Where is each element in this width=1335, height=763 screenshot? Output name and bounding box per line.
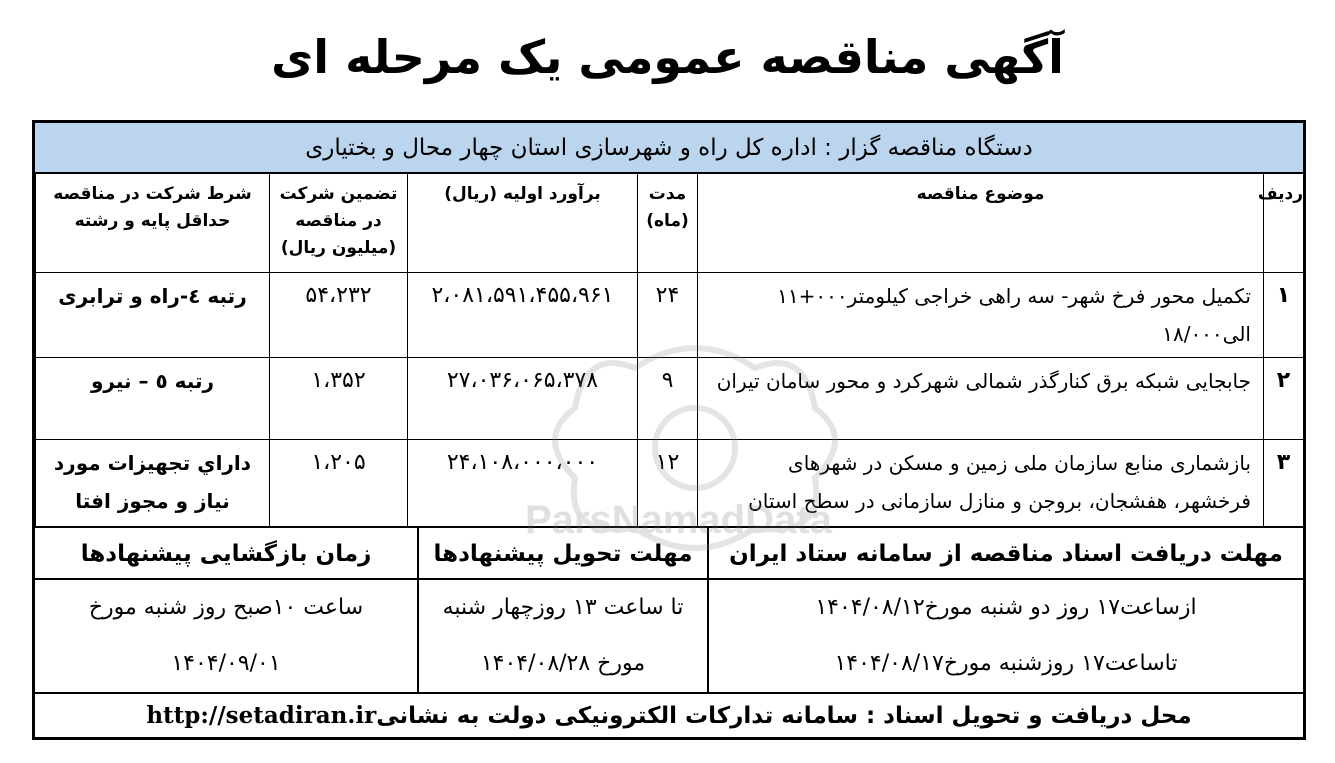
table-row [36, 358, 1304, 440]
row-duration: ۹ [638, 358, 698, 440]
header-duration: مدت (ماه) [638, 173, 698, 273]
table-row [36, 440, 1304, 528]
header-estimate: برآورد اولیه (ریال) [408, 173, 638, 273]
download-deadline-from: ازساعت۱۷ روز دو شنبه مورخ۱۴۰۴/۰۸/۱۲ [815, 595, 1197, 620]
row-subject: جابجایی شبکه برق کنارگذر شمالی شهرکرد و محور سامان تیران [698, 358, 1264, 440]
tender-sheet [32, 120, 1306, 740]
tender-table [35, 172, 1304, 528]
row-estimate: ۲۷،۰۳۶،۰۶۵،۳۷۸ [408, 358, 638, 440]
delivery-deadline-date: مورخ ۱۴۰۴/۰۸/۲۸ [480, 651, 646, 676]
row-duration: ۱۲ [638, 440, 698, 528]
delivery-deadline-time: تا ساعت ۱۳ روزچهار شنبه [442, 595, 684, 620]
header-condition: شرط شرکت در مناقصه حداقل پایه و رشته [36, 173, 270, 273]
row-guarantee: ۱،۳۵۲ [270, 358, 408, 440]
row-number: ۲ [1264, 358, 1304, 440]
delivery-deadline-body [419, 580, 707, 692]
page-title: آگهی مناقصه عمومی یک مرحله ای [271, 30, 1064, 84]
row-number: ۱ [1264, 273, 1304, 358]
opening-time-hour: ساعت ۱۰صبح روز شنبه مورخ [88, 595, 364, 620]
row-estimate: ۲،۰۸۱،۵۹۱،۴۵۵،۹۶۱ [408, 273, 638, 358]
download-deadline-body [709, 580, 1303, 692]
row-estimate: ۲۴،۱۰۸،۰۰۰،۰۰۰ [408, 440, 638, 528]
delivery-deadline-title: مهلت تحویل پیشنهادها [419, 528, 707, 580]
header-subject: موضوع مناقصه [698, 173, 1264, 273]
setadiran-link[interactable]: http://setadiran.ir [146, 702, 377, 729]
download-deadline-to: تاساعت۱۷ روزشنبه مورخ۱۴۰۴/۰۸/۱۷ [834, 651, 1178, 676]
opening-time-title: زمان بازگشایی پیشنهادها [35, 528, 417, 580]
opening-time-date: ۱۴۰۴/۰۹/۰۱ [171, 651, 281, 676]
table-header-row [36, 173, 1304, 273]
table-row [36, 273, 1304, 358]
row-number: ۳ [1264, 440, 1304, 528]
opening-time-body [35, 580, 417, 692]
header-guarantee: تضمین شرکت در مناقصه (میلیون ریال) [270, 173, 408, 273]
watermark-text: ParsNamadData [525, 498, 832, 542]
download-deadline-title: مهلت دریافت اسناد مناقصه از سامانه ستاد ایران [709, 528, 1303, 580]
header-row-number: ردیف [1264, 173, 1304, 273]
footer-label: محل دریافت و تحویل اسناد : سامانه تدارکات الکترونیکی دولت به نشانی [376, 703, 1192, 729]
row-guarantee: ۱،۲۰۵ [270, 440, 408, 528]
row-condition: داراي تجهیزات مورد نیاز و مجوز افتا [36, 440, 270, 528]
row-subject: بازشماری منابع سازمان ملی زمین و مسکن در شهرهای فرخشهر، هفشجان، بروجن و منازل سازمانی در سطح استان [698, 440, 1264, 528]
row-duration: ۲۴ [638, 273, 698, 358]
row-guarantee: ۵۴،۲۳۲ [270, 273, 408, 358]
row-subject: تکمیل محور فرخ شهر- سه راهی خراجی کیلومتر۰۰۰+۱۱ الی۱۸/۰۰۰ [698, 273, 1264, 358]
row-condition: رتبه ٥ – نیرو [36, 358, 270, 440]
organizer-header: دستگاه مناقصه گزار : اداره کل راه و شهرسازی استان چهار محال و بختیاری [35, 123, 1303, 174]
row-condition: رتبه ٤-راه و ترابری [36, 273, 270, 358]
footer [35, 694, 1303, 737]
